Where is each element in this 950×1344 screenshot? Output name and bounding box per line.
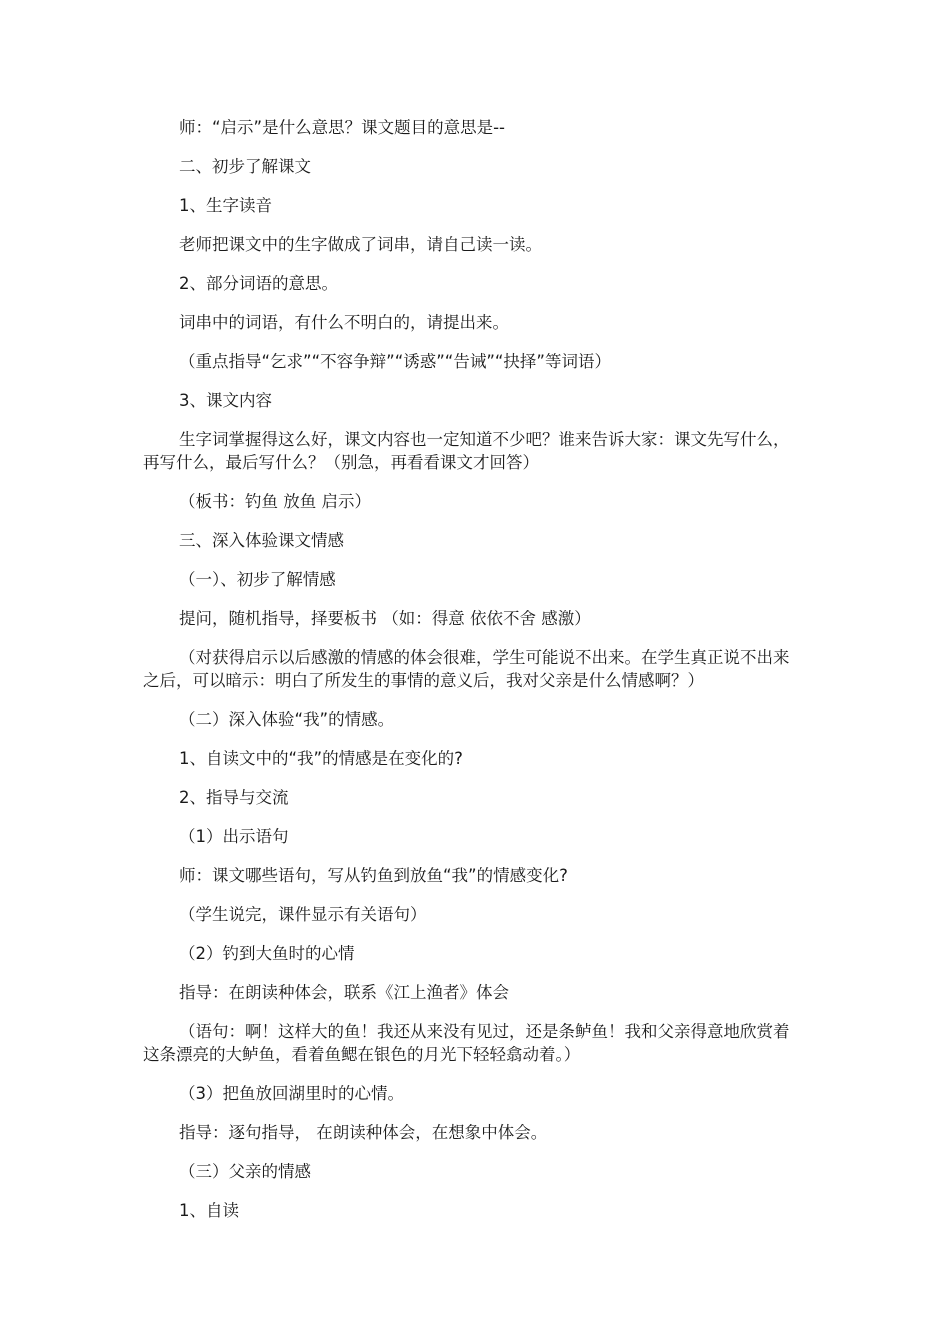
paragraph: 词串中的词语，有什么不明白的，请提出来。: [179, 313, 509, 332]
paragraph: 师：课文哪些语句，写从钓鱼到放鱼“我”的情感变化?: [179, 866, 568, 885]
subheading: （三）父亲的情感: [179, 1162, 311, 1181]
subheading: （一）、初步了解情感: [179, 570, 336, 589]
subheading: 2、部分词语的意思。: [179, 274, 338, 293]
section-heading: 三、深入体验课文情感: [179, 531, 344, 550]
subheading: 1、生字读音: [179, 196, 272, 215]
paragraph: 提问，随机指导，择要板书 （如：得意 依依不舍 感激）: [179, 609, 591, 628]
paragraph: 生字词掌握得这么好，课文内容也一定知道不少吧？谁来告诉大家：课文先写什么，再写什么，最后写什么？（别急，再看看课文才回答）: [143, 430, 790, 472]
subheading: 3、课文内容: [179, 391, 272, 410]
document-body: [143, 116, 805, 1238]
paragraph: （语句：啊！这样大的鱼！我还从来没有见过，还是条鲈鱼！我和父亲得意地欣赏着这条漂亮的大鲈鱼，看着鱼鳃在银色的月光下轻轻翕动着。）: [143, 1022, 790, 1064]
paragraph: （重点指导“乞求”“不容争辩”“诱惑”“告诫”“抉择”等词语）: [179, 352, 611, 371]
paragraph: 1、自读文中的“我”的情感是在变化的?: [179, 749, 463, 768]
subheading: （二）深入体验“我”的情感。: [179, 710, 395, 729]
paragraph: 1、自读: [179, 1201, 239, 1220]
paragraph: 指导：逐句指导， 在朗读种体会，在想象中体会。: [179, 1123, 548, 1142]
paragraph: （板书：钓鱼 放鱼 启示）: [179, 492, 371, 511]
paragraph: 指导：在朗读种体会，联系《江上渔者》体会: [179, 983, 509, 1002]
section-heading: 二、初步了解课文: [179, 157, 311, 176]
paragraph: 2、指导与交流: [179, 788, 289, 807]
paragraph: （3）把鱼放回湖里时的心情。: [179, 1084, 404, 1103]
paragraph: （对获得启示以后感激的情感的体会很难，学生可能说不出来。在学生真正说不出来之后，可以暗示：明白了所发生的事情的意义后，我对父亲是什么情感啊？）: [143, 648, 790, 690]
paragraph: （2）钓到大鱼时的心情: [179, 944, 355, 963]
paragraph: 师：“启示”是什么意思？课文题目的意思是--: [179, 118, 506, 137]
paragraph: （1）出示语句: [179, 827, 289, 846]
paragraph: （学生说完，课件显示有关语句）: [179, 905, 427, 924]
paragraph: 老师把课文中的生字做成了词串，请自己读一读。: [179, 235, 542, 254]
